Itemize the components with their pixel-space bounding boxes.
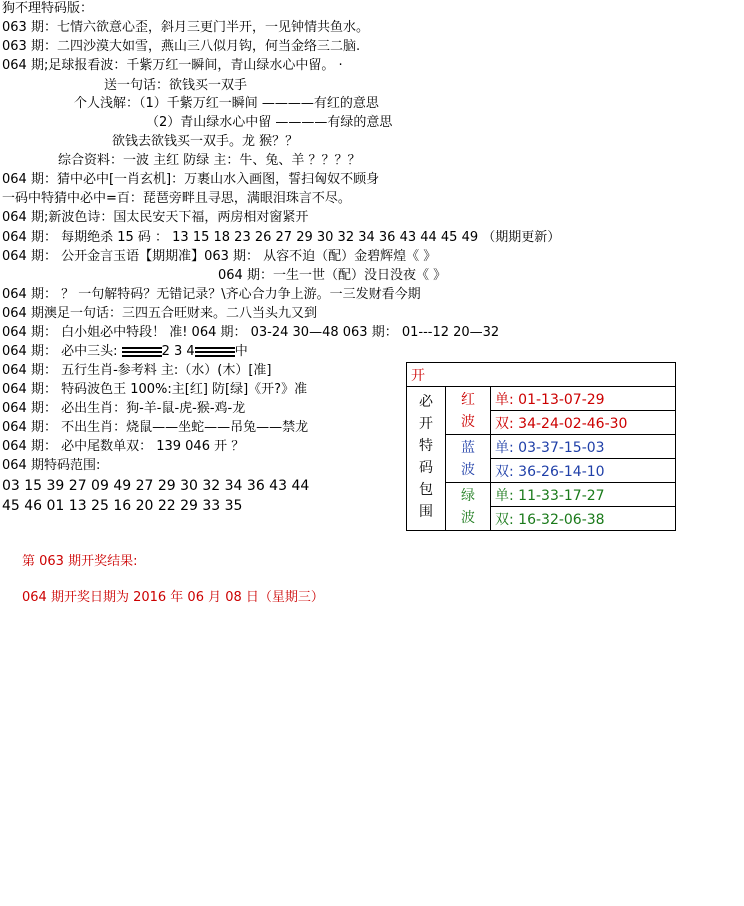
code-table — [406, 362, 676, 531]
text-line: 063 期：二四沙漠大如雪，燕山三八似月钩，何当金络三二脑. — [2, 39, 361, 54]
text-line: 064 期： 必中尾数单双： 139 046 开 ？ — [2, 439, 245, 454]
single-value: 11-33-17-27 — [518, 487, 605, 504]
text-line: 064 期：猜中必中[一肖玄机]：万裹山水入画图，誓扫匈奴不顾身 — [2, 172, 380, 187]
text-line: 064 期： 特码波色王 100%:主[红] 防[绿]《开?》准 — [2, 382, 308, 397]
single-value: 03-37-15-03 — [518, 439, 605, 456]
number-line: 45 46 01 13 25 16 20 22 29 33 35 — [2, 498, 243, 514]
text-line — [2, 343, 248, 361]
table-row — [491, 507, 676, 531]
wave-label: 蓝波 — [461, 439, 475, 478]
double-value: 36-26-14-10 — [518, 463, 605, 480]
text-line: 064 期;新波色诗：国太民安天下福，两房相对窗紧开 — [2, 210, 309, 225]
text-line: 064 期： 每期绝杀 15 码 ： 13 15 18 23 26 27 29 30 32 34 36 43 44 45 49 （期期更新） — [2, 230, 561, 245]
text-line: 064 期： 必出生肖：狗-羊-鼠-虎-猴-鸡-龙 — [2, 401, 246, 416]
wave-blue — [446, 435, 491, 483]
text-line: 064 期： 白小姐必中特段！ 准! 064 期： 03-24 30—48 063 期： 01---12 20—32 — [2, 325, 500, 340]
text-line: 064 期： 公开金言玉语【期期准】063 期： 从容不迫（配）金碧辉煌《 》 — [2, 249, 437, 264]
text-line: 欲钱去欲钱买一双手。龙 猴？？ — [112, 134, 299, 149]
text-line: 综合资料：一波 主红 防绿 主：牛、兔、羊 ？？？？ — [58, 153, 361, 168]
wave-green — [446, 483, 491, 531]
single-label: 单: — [495, 487, 514, 504]
table-row — [491, 483, 676, 507]
single-value: 01-13-07-29 — [518, 391, 605, 408]
number-line: 03 15 39 27 09 49 27 29 30 32 34 36 43 44 — [2, 478, 310, 494]
text-line: 一码中特猜中必中=百：琵琶旁畔且寻思，满眼泪珠言不尽。 — [2, 191, 351, 206]
draw-date: 064 期开奖日期为 2016 年 06 月 08 日（星期三） — [22, 590, 324, 605]
single-label: 单: — [495, 439, 514, 456]
text-line: （2）青山绿水心中留 ————有绿的意思 — [146, 115, 393, 130]
text-line: 064 期;足球报看波：千紫万红一瞬间，青山绿水心中留。 · — [2, 58, 343, 73]
result-title: 第 063 期开奖结果: — [22, 554, 138, 569]
table-side-label — [407, 387, 446, 531]
wave-label: 绿波 — [461, 487, 475, 526]
text-line: 063 期：七情六欲意心歪，斜月三更门半开，一见钟情共鱼水。 — [2, 20, 369, 35]
single-label: 单: — [495, 391, 514, 408]
text-line: 064 期特码范围: — [2, 458, 101, 473]
wave-red — [446, 387, 491, 435]
side-label-text: 必开特码包围 — [419, 394, 433, 520]
line-part: 中 — [234, 344, 248, 359]
double-value: 34-24-02-46-30 — [518, 415, 628, 432]
double-label: 双: — [495, 511, 514, 528]
wave-label: 红波 — [461, 391, 475, 430]
table-row — [491, 411, 676, 435]
text-line: 064 期：一生一世（配）没日没夜《 》 — [218, 268, 447, 283]
double-label: 双: — [495, 463, 514, 480]
table-row — [491, 459, 676, 483]
text-line: 064 期： ？ 一句解特码？无错记录？\齐心合力争上游。一三发财看今期 — [2, 287, 421, 302]
doc-title: 狗不理特码版： — [2, 1, 94, 16]
table-row — [491, 387, 676, 411]
bars-decor — [122, 347, 162, 357]
line-part: 2 3 4 — [161, 344, 195, 359]
text-line: 064 期： 不出生肖：烧鼠——坐蛇——吊兔——禁龙 — [2, 420, 309, 435]
bars-decor — [195, 347, 235, 357]
text-line: 064 期： 五行生肖-参考料 主:（水）(木）[准] — [2, 363, 272, 378]
table-header: 开 — [407, 363, 676, 387]
text-line: 个人浅解：（1）千紫万红一瞬间 ————有红的意思 — [74, 96, 379, 111]
table-row — [491, 435, 676, 459]
double-value: 16-32-06-38 — [518, 511, 605, 528]
text-line: 送一句话：欲钱买一双手 — [104, 78, 248, 93]
text-line: 064 期澳足一句话：三四五合旺财来。二八当头九又到 — [2, 306, 317, 321]
double-label: 双: — [495, 415, 514, 432]
line-part: 064 期： 必中三头: — [2, 344, 118, 359]
